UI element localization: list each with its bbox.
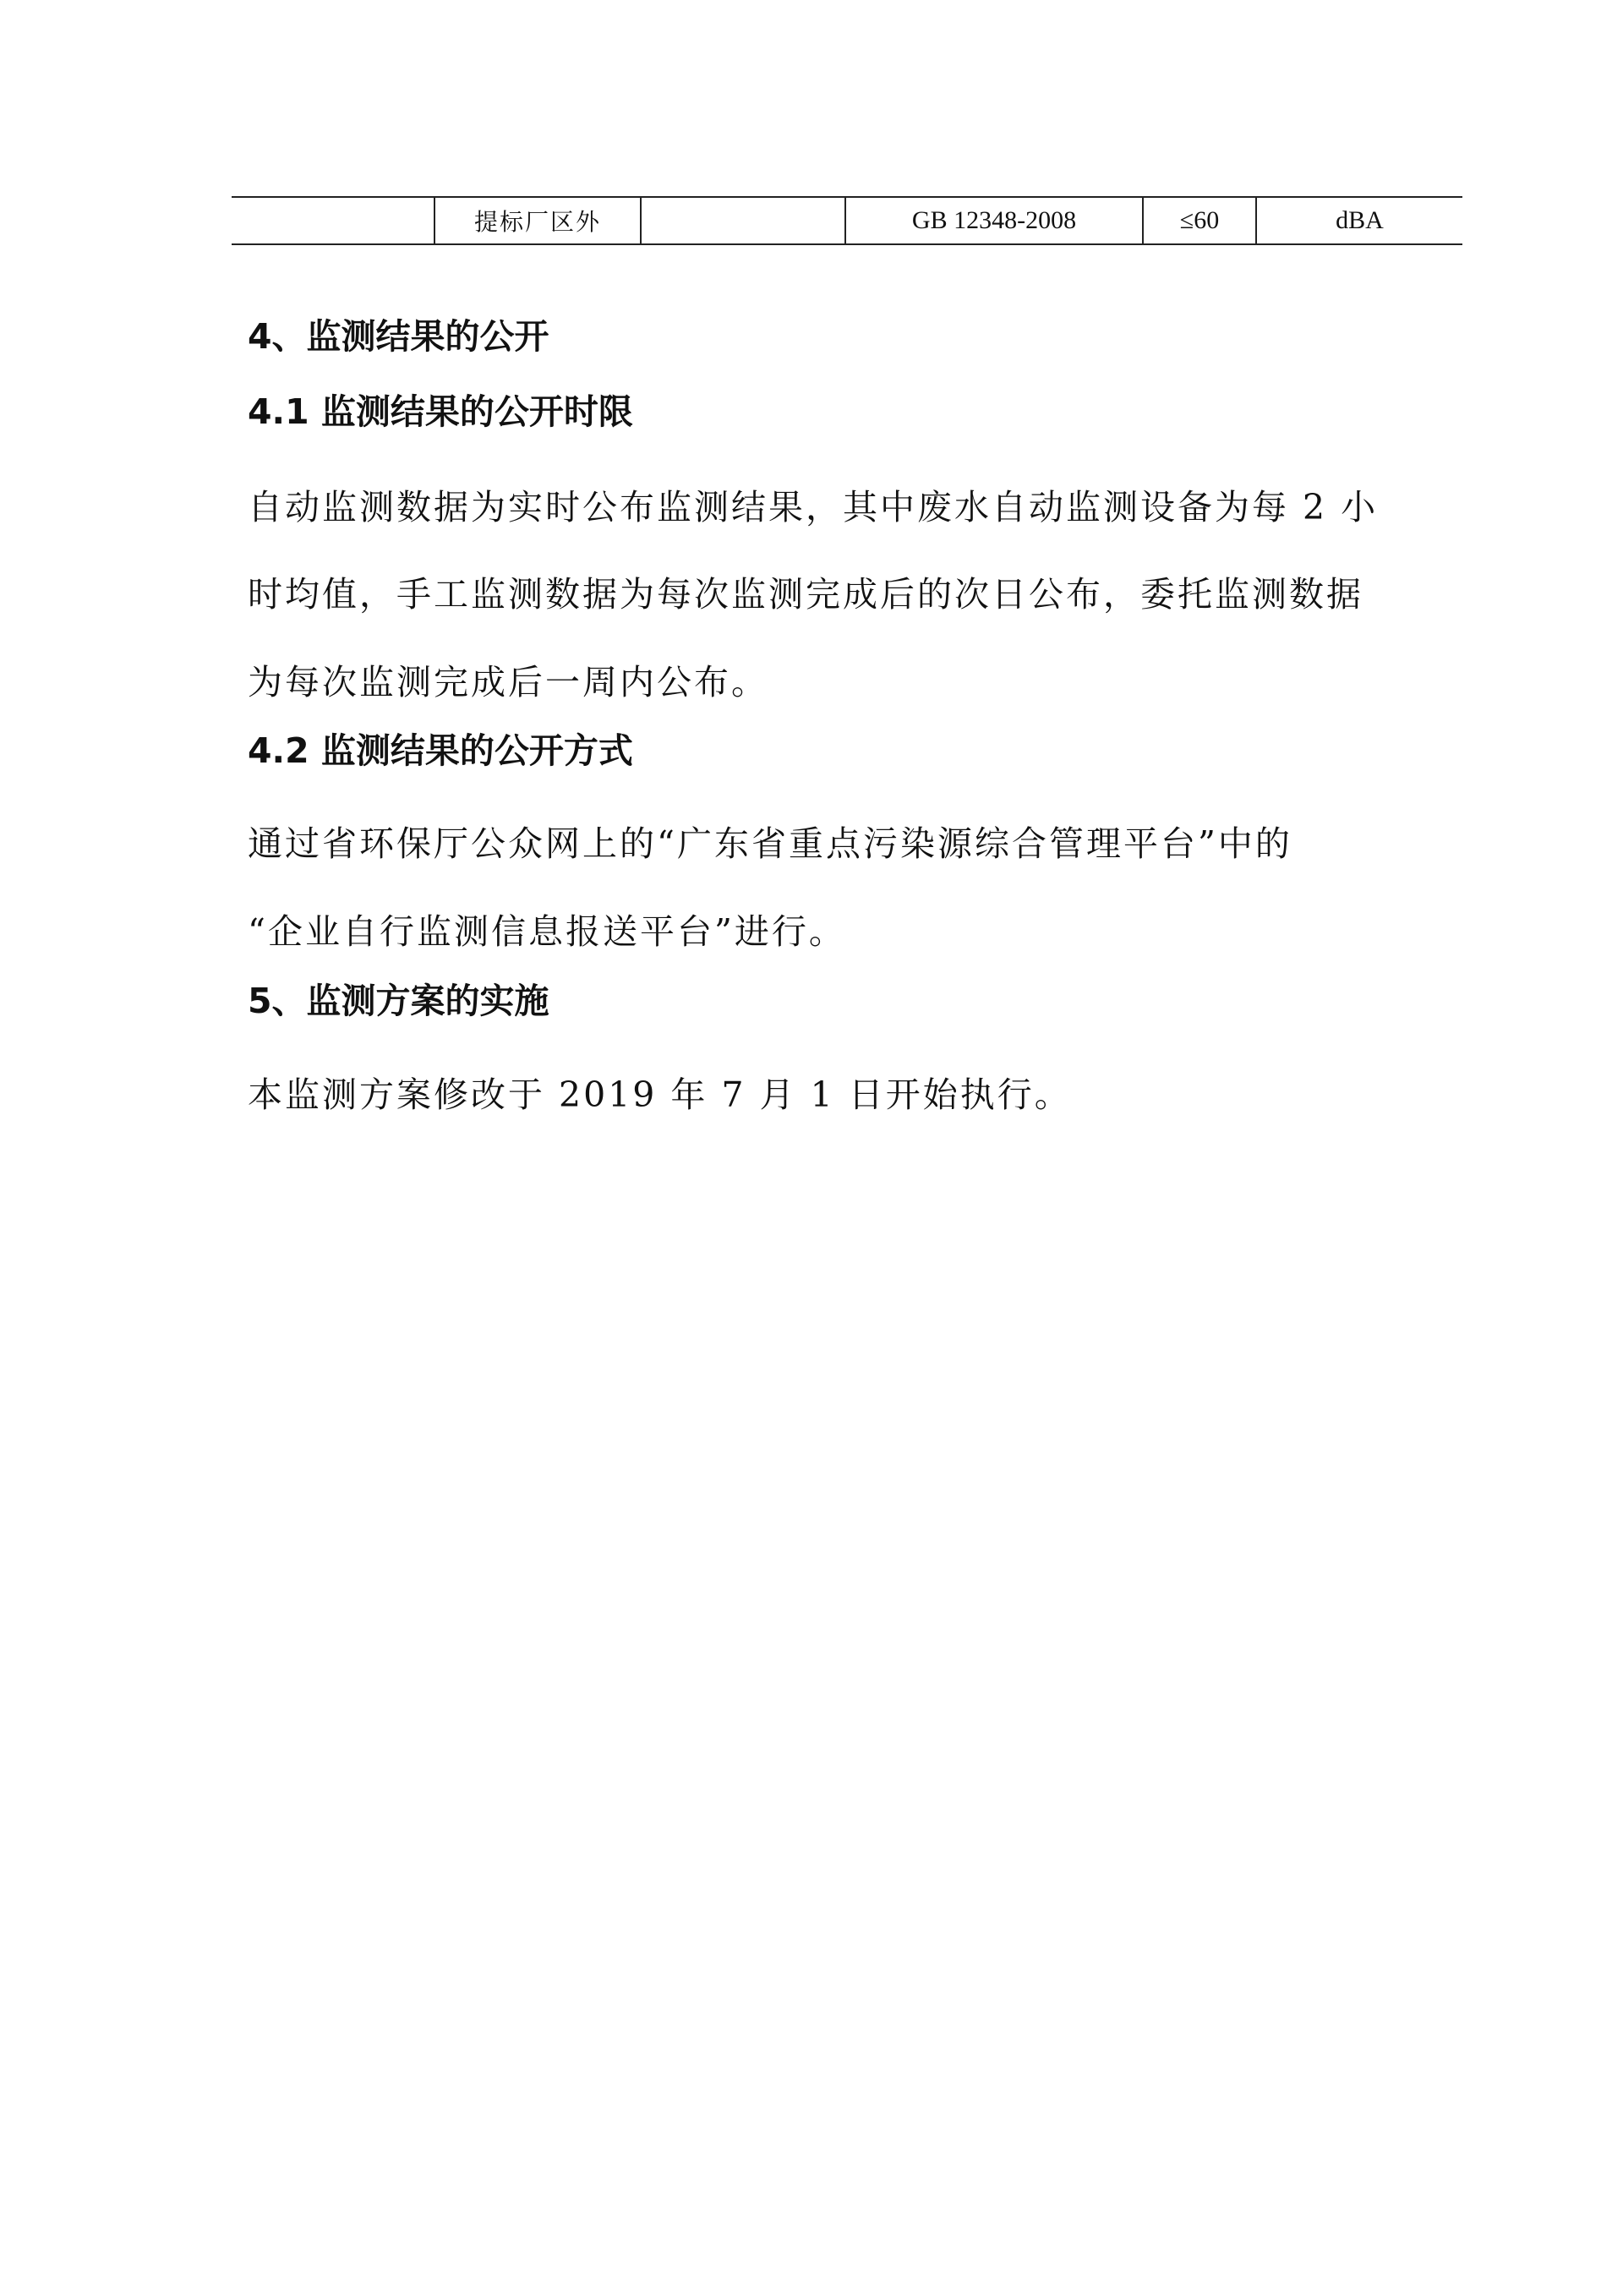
section-4-heading: 4、监测结果的公开 xyxy=(248,316,549,357)
monitoring-location-cell: 提标厂区外 xyxy=(434,197,641,244)
standard-code-cell: GB 12348-2008 xyxy=(845,197,1143,244)
table-row xyxy=(232,197,1462,244)
unit-cell: dBA xyxy=(1256,197,1462,244)
limit-value-cell: ≤60 xyxy=(1143,197,1256,244)
section-4-2-heading: 4.2 监测结果的公开方式 xyxy=(248,730,633,771)
section-5-heading: 5、监测方案的实施 xyxy=(248,981,549,1021)
paragraph-line: 自动监测数据为实时公布监测结果，其中废水自动监测设备为每 2 小 xyxy=(248,487,1379,528)
table-cell xyxy=(641,197,845,244)
paragraph-line: 通过省环保厅公众网上的“广东省重点污染源综合管理平台”中的 xyxy=(248,823,1292,864)
paragraph-line: 时均值，手工监测数据为每次监测完成后的次日公布，委托监测数据 xyxy=(248,574,1363,615)
standards-table xyxy=(232,196,1462,245)
paragraph-line: “企业自行监测信息报送平台”进行。 xyxy=(248,911,846,952)
paragraph-line: 为每次监测完成后一周内公布。 xyxy=(248,662,768,702)
paragraph-line: 本监测方案修改于 2019 年 7 月 1 日开始执行。 xyxy=(248,1074,1072,1115)
table-cell xyxy=(232,197,434,244)
section-4-1-heading: 4.1 监测结果的公开时限 xyxy=(248,391,633,432)
